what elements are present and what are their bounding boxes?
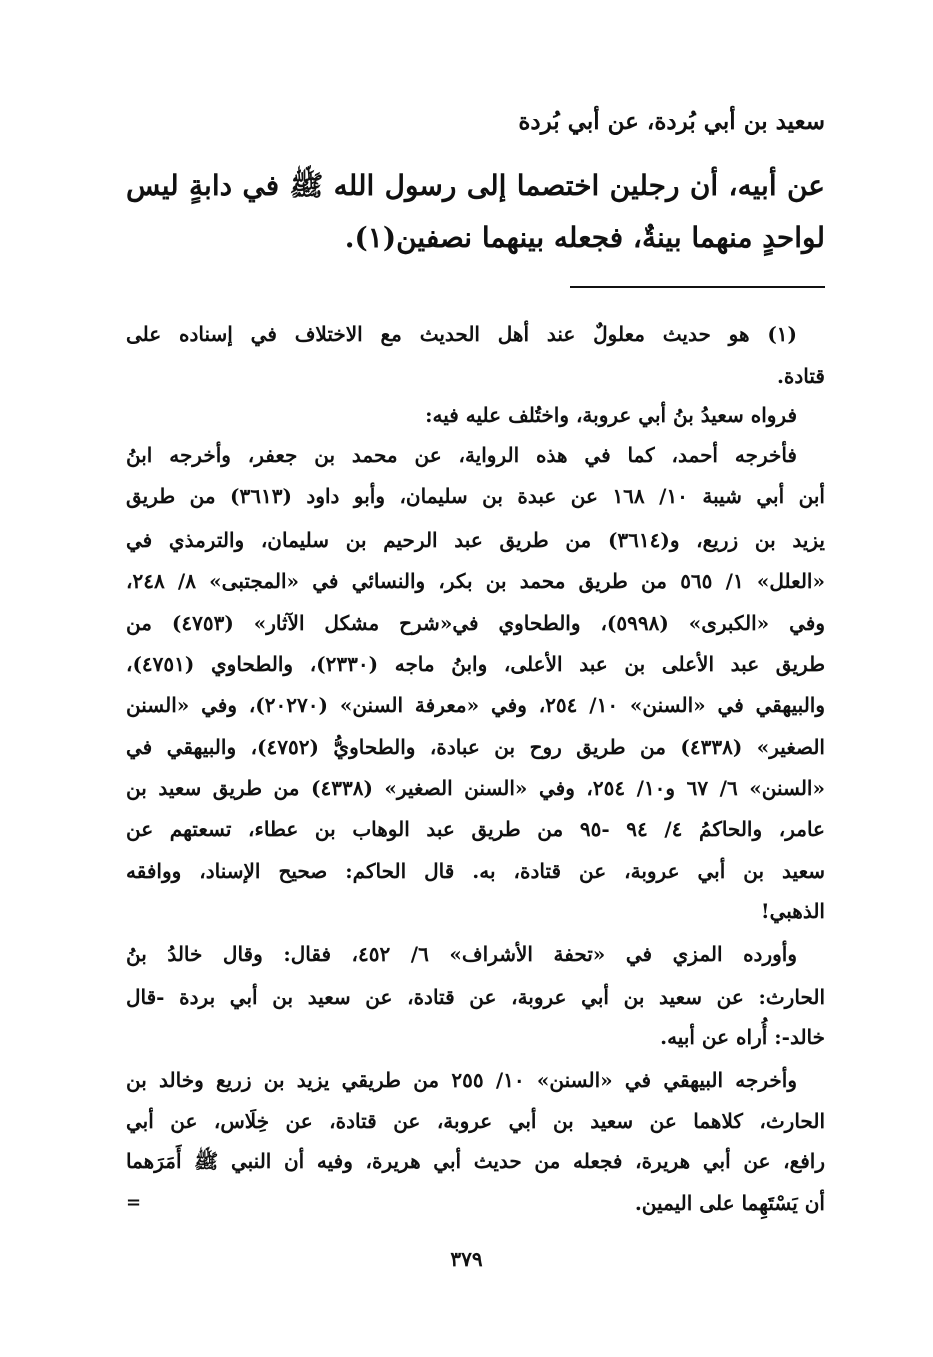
hadith-text-line-1: عن أبيه، أن رجلين اختصما إلى رسول الله ﷺ في دابةٍ ليس [126, 169, 825, 202]
footnote-line: وأورده المزي في «تحفة الأشراف» ٦/ ٤٥٢، فقال: وقال خالدُ بنُ [126, 942, 797, 966]
footnote-line: طريق عبد الأعلى بن عبد الأعلى، وابنُ ماجه (٢٣٣٠)، والطحاوي (٤٧٥١)، [126, 652, 825, 676]
continuation-mark: = [126, 1192, 142, 1213]
footnote-line: فأخرجه أحمد، كما في هذه الرواية، عن محمد بن جعفر، وأخرجه ابنُ [126, 443, 797, 467]
footnote-line: وأخرجه البيهقي في «السنن» ١٠/ ٢٥٥ من طريقي يزيد بن زريع وخالد بن [126, 1068, 797, 1092]
footnote-line: قتادة. [776, 364, 825, 388]
footnote-line: سعيد بن أبي عروبة، عن قتادة، به. قال الحاكم: صحيح الإسناد، ووافقه [126, 859, 825, 883]
hadith-text-line-2: لواحدٍ منهما بينةٌ، فجعله بينهما نصفين(١). [344, 221, 825, 254]
footnote-line: الذهبي! [760, 899, 825, 923]
footnote-line: رافع، عن أبي هريرة، فجعله من حديث أبي هريرة، وفيه أن النبي ﷺ أَمَرَهما [126, 1149, 825, 1173]
footnote-line: والبيهقي في «السنن» ١٠/ ٢٥٤، وفي «معرفة السنن» (٢٠٢٧٠)، وفي «السنن [126, 693, 825, 717]
footnote-line: خالد-: أُراه عن أبيه. [660, 1025, 825, 1049]
footnote-line: (١) هو حديث معلولٌ عند أهل الحديث مع الاختلاف في إسناده على [126, 322, 797, 346]
footnote-line: الحارث: عن سعيد بن أبي عروبة، عن قتادة، عن سعيد بن أبي بردة -قال [126, 985, 825, 1009]
footnote-line: أبن أبي شيبة ١٠/ ١٦٨ عن عبدة بن سليمان، وأبو داود (٣٦١٣) من طريق [126, 484, 825, 508]
footnote-line: الحارث، كلاهما عن سعيد بن أبي عروبة، عن قتادة، عن خِلَاس، عن أبي [126, 1109, 825, 1133]
footnote-line: فرواه سعيدُ بنُ أبي عروبة، واختُلف عليه فيه: [425, 403, 797, 427]
footnote-line: «السنن» ٦/ ٦٧ و١٠/ ٢٥٤، وفي «السنن الصغير» (٤٣٣٨) من طريق سعيد بن [126, 776, 825, 800]
page-number: ٣٧٩ [450, 1247, 483, 1271]
footnote-line: الصغير» (٤٣٣٨) من طريق روح بن عبادة، والطحاويُّ (٤٧٥٢)، والبيهقي في [126, 735, 825, 759]
chain-header-line: سعيد بن أبي بُردة، عن أبي بُردة [518, 108, 825, 135]
footnote-line: يزيد بن زريع، و(٣٦١٤) من طريق عبد الرحيم بن سليمان، والترمذي في [126, 528, 825, 552]
footnote-line: وفي «الكبرى» (٥٩٩٨)، والطحاوي في«شرح مشكل الآثار» (٤٧٥٣) من [126, 611, 825, 635]
footnote-line: «العلل» ١/ ٥٦٥ من طريق محمد بن بكر، والنسائي في «المجتبى» ٨/ ٢٤٨، [126, 569, 825, 593]
footnote-separator [570, 286, 825, 288]
footnote-line: أن يَسْتَهِما على اليمين. [634, 1191, 825, 1215]
footnote-line: عامر، والحاكمُ ٤/ ٩٤ -٩٥ من طريق عبد الوهاب بن عطاء، تسعتهم عن [126, 817, 825, 841]
